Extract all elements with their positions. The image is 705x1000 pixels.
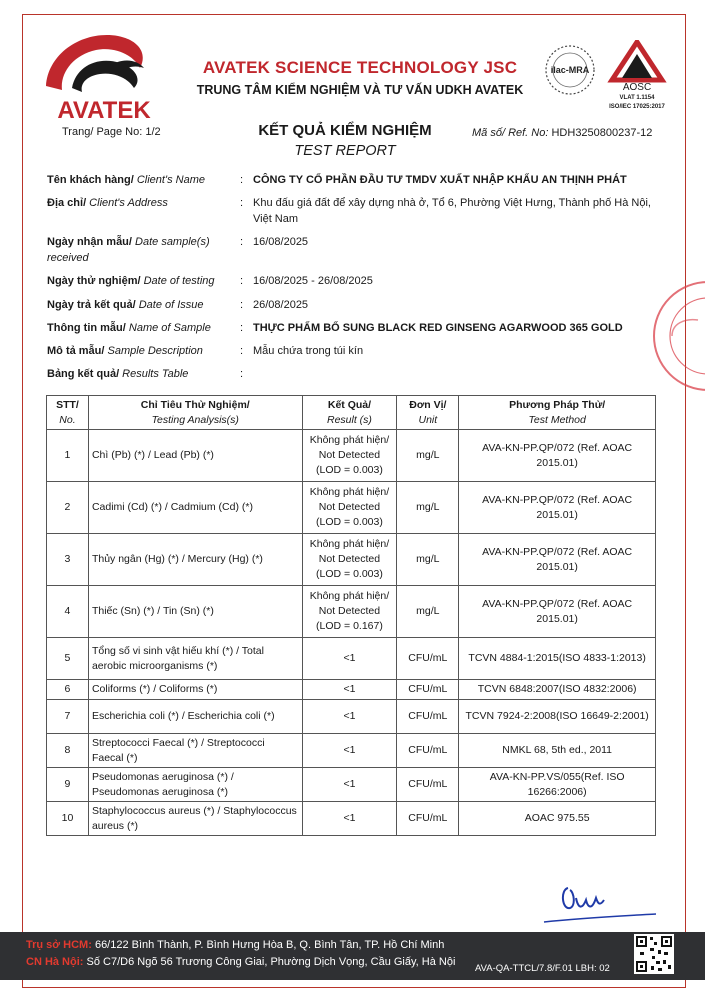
results-label-en: Results Table (119, 368, 189, 380)
unit-cell: mg/L (397, 586, 459, 638)
results-table (46, 395, 656, 836)
address-label-vn: Địa chỉ/ (47, 197, 87, 209)
header-analysis: Chỉ Tiêu Thử Nghiệm/ Testing Analysis(s) (88, 396, 302, 430)
method-cell: AVA-KN-PP.QP/072 (Ref. AOAC 2015.01) (459, 534, 656, 586)
header-method: Phương Pháp Thử/ Test Method (459, 396, 656, 430)
analysis-cell: Tổng số vi sinh vật hiếu khí (*) / Total aerobic microorganisms (*) (88, 638, 302, 680)
method-cell: TCVN 7924-2:2008(ISO 16649-2:2001) (459, 700, 656, 734)
received-value: 16/08/2025 (253, 236, 309, 248)
page-number: Trang/ Page No: 1/2 (62, 126, 161, 138)
analysis-cell: Escherichia coli (*) / Escherichia coli (*) (88, 700, 302, 734)
row-number-cell: 5 (47, 638, 89, 680)
ref-value: HDH3250800237-12 (551, 127, 653, 139)
unit-cell: CFU/mL (397, 768, 459, 802)
colon: : (240, 368, 244, 380)
method-cell: AVA-KN-PP.QP/072 (Ref. AOAC 2015.01) (459, 430, 656, 482)
result-cell: <1 (302, 680, 397, 700)
row-number-cell: 8 (47, 734, 89, 768)
issue-label-vn: Ngày trả kết quả/ (47, 299, 136, 311)
unit-cell: CFU/mL (397, 734, 459, 768)
company-subtitle: TRUNG TÂM KIỂM NGHIỆM VÀ TƯ VẤN UDKH AVATEK (196, 83, 524, 97)
method-cell: TCVN 4884-1:2015(ISO 4833-1:2013) (459, 638, 656, 680)
method-cell: AVA-KN-PP.VS/055(Ref. ISO 16266:2006) (459, 768, 656, 802)
results-label-vn: Bảng kết quả/ (47, 368, 120, 380)
company-name: AVATEK SCIENCE TECHNOLOGY JSC (202, 58, 518, 77)
client-label-en: Client's Name (133, 174, 205, 186)
ilac-text: ilac-MRA (550, 65, 590, 75)
form-code: AVA-QA-TTCL/7.8/F.01 LBH: 02 (475, 963, 610, 974)
analysis-cell: Coliforms (*) / Coliforms (*) (88, 680, 302, 700)
analysis-cell: Thiếc (Sn) (*) / Tin (Sn) (*) (88, 586, 302, 638)
result-cell: <1 (302, 734, 397, 768)
unit-cell: CFU/mL (397, 638, 459, 680)
row-number-cell: 4 (47, 586, 89, 638)
method-cell: TCVN 6848:2007(ISO 4832:2006) (459, 680, 656, 700)
colon: : (240, 299, 244, 311)
row-number-cell: 1 (47, 430, 89, 482)
table-row (47, 700, 656, 734)
row-number-cell: 9 (47, 768, 89, 802)
address-value: Khu đấu giá đất để xây dựng nhà ở, Tổ 6, Phường Việt Hưng, Thành phố Hà Nội, Việt Nam (253, 197, 651, 225)
testing-label-en: Date of testing (140, 275, 215, 287)
sample-label-en: Name of Sample (125, 322, 211, 334)
colon: : (240, 345, 244, 357)
iso-text: ISO/IEC 17025:2017 (609, 104, 665, 110)
testing-value: 16/08/2025 - 26/08/2025 (253, 275, 373, 287)
issue-label-en: Date of Issue (135, 299, 204, 311)
row-number-cell: 3 (47, 534, 89, 586)
method-cell: AOAC 975.55 (459, 802, 656, 836)
analysis-cell: Cadimi (Cd) (*) / Cadmium (Cd) (*) (88, 482, 302, 534)
client-label-vn: Tên khách hàng/ (47, 174, 134, 186)
row-number-cell: 7 (47, 700, 89, 734)
table-header-row (47, 396, 656, 430)
company-stamp (648, 276, 705, 396)
result-cell: Không phát hiện/ Not Detected (LOD = 0.003) (302, 482, 397, 534)
sample-name-value: THỰC PHẨM BỔ SUNG BLACK RED GINSENG AGARWOOD 365 GOLD (253, 322, 623, 334)
method-cell: AVA-KN-PP.QP/072 (Ref. AOAC 2015.01) (459, 586, 656, 638)
footer (0, 932, 705, 980)
colon: : (240, 322, 244, 334)
result-cell: <1 (302, 768, 397, 802)
report-title-vn: KẾT QUẢ KIỂM NGHIỆM (258, 122, 432, 139)
result-cell: Không phát hiện/ Not Detected (LOD = 0.167) (302, 586, 397, 638)
vlat-text: VLAT 1.1154 (619, 95, 655, 101)
table-row (47, 482, 656, 534)
unit-cell: mg/L (397, 534, 459, 586)
unit-cell: CFU/mL (397, 700, 459, 734)
unit-cell: mg/L (397, 430, 459, 482)
received-label-vn: Ngày nhận mẫu/ (47, 236, 132, 248)
result-cell: Không phát hiện/ Not Detected (LOD = 0.003) (302, 430, 397, 482)
table-row (47, 680, 656, 700)
report-title-en: TEST REPORT (294, 143, 396, 159)
table-row (47, 430, 656, 482)
sample-label-vn: Thông tin mẫu/ (47, 322, 126, 334)
testing-label-vn: Ngày thử nghiệm/ (47, 275, 141, 287)
method-cell: AVA-KN-PP.QP/072 (Ref. AOAC 2015.01) (459, 482, 656, 534)
analysis-cell: Thủy ngân (Hg) (*) / Mercury (Hg) (*) (88, 534, 302, 586)
result-cell: Không phát hiện/ Not Detected (LOD = 0.003) (302, 534, 397, 586)
ilac-mra-logo (540, 44, 600, 96)
colon: : (240, 236, 244, 248)
logo-text: AVATEK (57, 97, 151, 124)
client-name-value: CÔNG TY CỔ PHẦN ĐẦU TƯ TMDV XUẤT NHẬP KHẨU AN THỊNH PHÁT (253, 174, 627, 186)
desc-value: Mẫu chứa trong túi kín (253, 345, 364, 357)
result-cell: <1 (302, 700, 397, 734)
unit-cell: mg/L (397, 482, 459, 534)
qr-code (634, 934, 674, 974)
table-row (47, 802, 656, 836)
aosc-logo (606, 40, 668, 110)
aosc-text: AOSC (622, 82, 652, 93)
analysis-cell: Pseudomonas aeruginosa (*) / Pseudomonas aeruginosa (*) (88, 768, 302, 802)
header-no: STT/ No. (47, 396, 89, 430)
analysis-cell: Chì (Pb) (*) / Lead (Pb) (*) (88, 430, 302, 482)
footer-hanoi-address: CN Hà Nội: Số C7/D6 Ngõ 56 Trương Công Giai, Phường Dịch Vọng, Cầu Giấy, Hà Nội (26, 956, 456, 968)
table-row (47, 638, 656, 680)
row-number-cell: 6 (47, 680, 89, 700)
header-unit: Đơn Vị/ Unit (397, 396, 459, 430)
method-cell: NMKL 68, 5th ed., 2011 (459, 734, 656, 768)
table-row (47, 734, 656, 768)
table-row (47, 586, 656, 638)
reference-number (472, 127, 652, 139)
issue-value: 26/08/2025 (253, 299, 309, 311)
signature (540, 878, 660, 928)
received-label-en: Date sample(s) received (47, 236, 210, 264)
colon: : (240, 174, 244, 186)
table-row (47, 534, 656, 586)
analysis-cell: Staphylococcus aureus (*) / Staphylococcus aureus (*) (88, 802, 302, 836)
desc-label-vn: Mô tả mẫu/ (47, 345, 105, 357)
colon: : (240, 275, 244, 287)
unit-cell: CFU/mL (397, 802, 459, 836)
avatek-logo (38, 28, 168, 128)
result-cell: <1 (302, 802, 397, 836)
colon: : (240, 197, 244, 209)
row-number-cell: 2 (47, 482, 89, 534)
row-number-cell: 10 (47, 802, 89, 836)
ref-label: Mã số/ Ref. No: (472, 127, 549, 139)
address-label-en: Client's Address (86, 197, 168, 209)
table-row (47, 768, 656, 802)
header-result: Kết Quả/ Result (s) (302, 396, 397, 430)
footer-hcm-address: Trụ sở HCM: 66/122 Bình Thành, P. Bình Hưng Hòa B, Q. Bình Tân, TP. Hồ Chí Minh (26, 939, 445, 951)
desc-label-en: Sample Description (104, 345, 203, 357)
analysis-cell: Streptococci Faecal (*) / Streptococci Faecal (*) (88, 734, 302, 768)
unit-cell: CFU/mL (397, 680, 459, 700)
result-cell: <1 (302, 638, 397, 680)
